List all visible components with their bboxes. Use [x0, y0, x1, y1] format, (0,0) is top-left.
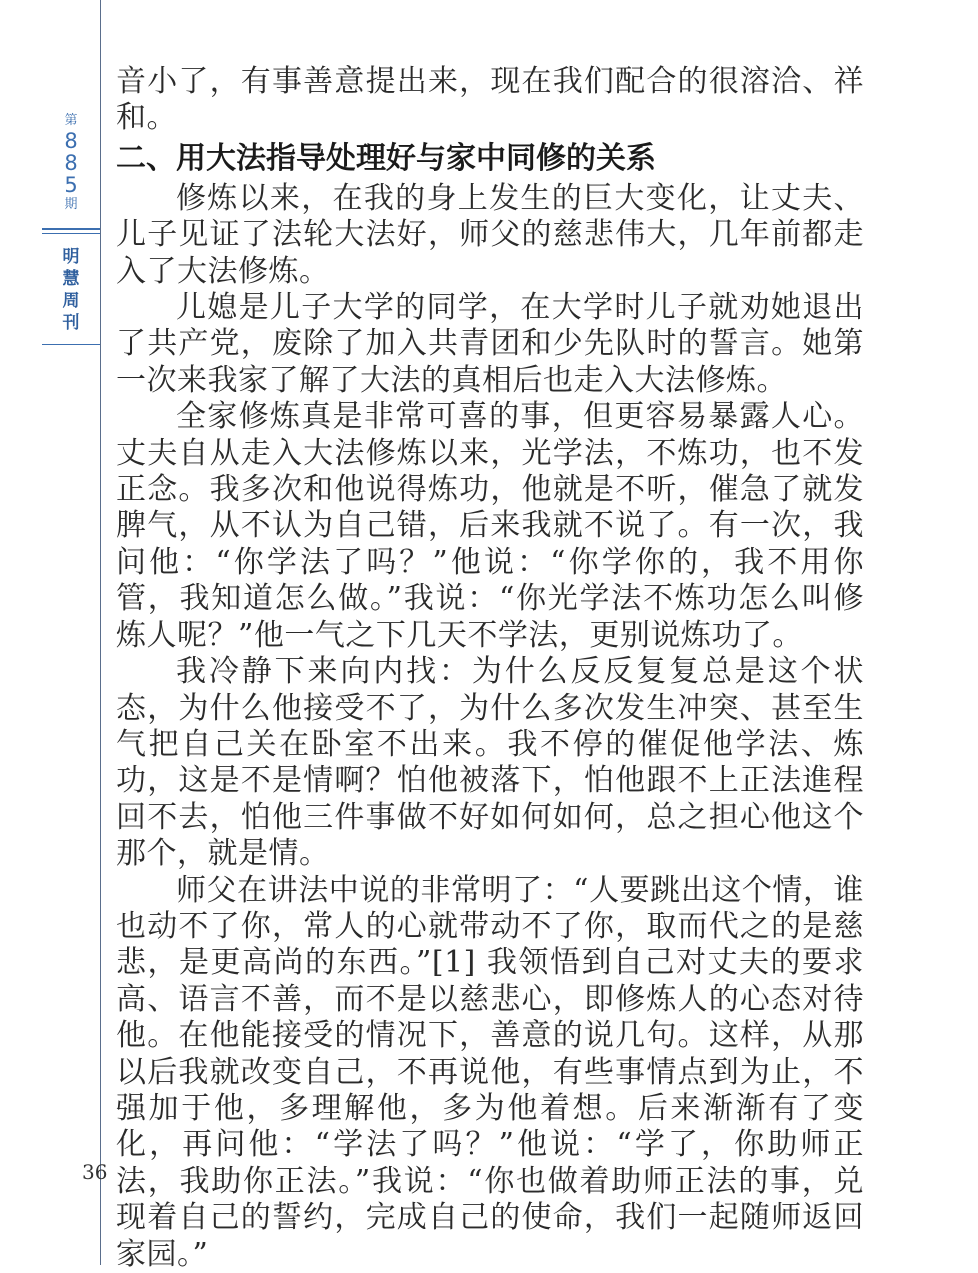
sidebar-divider: [42, 233, 100, 234]
publication-char: 刊: [62, 313, 80, 333]
paragraph: 修炼以来，在我的身上发生的巨大变化，让丈夫、儿子见证了法轮大法好，师父的慈悲伟大，几年前都走入了大法修炼。: [116, 180, 864, 289]
issue-digit: 5: [64, 173, 78, 197]
issue-prefix: 第: [64, 113, 78, 128]
paragraph: 全家修炼真是非常可喜的事，但更容易暴露人心。丈夫自从走入大法修炼以来，光学法，不炼功，也不发正念。我多次和他说得炼功，他就是不听，催急了就发脾气，从不认为自己错，后来我就不说了。有一次，我问他：“你学法了吗？”他说：“你学你的，我不用你管，我知道怎么做。”我说：“你光学法不炼功怎么叫修炼人呢？”他一气之下几天不学法，更别说炼功了。: [116, 399, 864, 653]
sidebar: [42, 0, 100, 346]
issue-digit: 8: [64, 151, 78, 175]
issue-suffix: 期: [64, 197, 78, 212]
publication-char: 周: [62, 291, 80, 311]
section-heading: 二、用大法指导处理好与家中同修的关系: [116, 140, 656, 176]
paragraph: 师父在讲法中说的非常明了：“人要跳出这个情，谁也动不了你，常人的心就带动不了你，取而代之的是慈悲，是更高尚的东西。”[1] 我领悟到自己对丈夫的要求高、语言不善，而不是以慈悲心，即修炼人的心态对待他。在他能接受的情况下，善意的说几句。这样，从那以后我就改变自己，不再说他，有些事情点到为止，不强加于他，多理解他，多为他着想。后来渐渐有了变化，再问他：“学法了吗？”他说：“学了，你助师正法，我助你正法。”我说：“你也做着助师正法的事，兑现着自己的誓约，完成自己的使命，我们一起随师返回家园。”: [116, 872, 864, 1272]
paragraph: 儿媳是儿子大学的同学，在大学时儿子就劝她退出了共产党，废除了加入共青团和少先队时的誓言。她第一次来我家了解了大法的真相后也走入大法修炼。: [116, 290, 864, 398]
lead-in-text: 音小了，有事善意提出来，现在我们配合的很溶洽、祥和。: [116, 64, 864, 136]
publication-name: [42, 246, 100, 334]
article-body: [116, 64, 864, 1273]
margin-rule: [100, 0, 101, 1265]
sidebar-divider: [42, 344, 100, 345]
publication-char: 明: [62, 247, 80, 267]
page-number: 36: [82, 1160, 108, 1184]
issue-number: [42, 112, 100, 214]
publication-char: 慧: [62, 269, 80, 289]
paragraph: 我冷静下来向内找：为什么反反复复总是这个状态，为什么他接受不了，为什么多次发生冲突、甚至生气把自己关在卧室不出来。我不停的催促他学法、炼功，这是不是情啊？怕他被落下，怕他跟不上正法進程回不去，怕他三件事做不好如何如何，总之担心他这个那个，就是情。: [116, 654, 864, 872]
sidebar-divider: [42, 228, 100, 230]
issue-digit: 8: [64, 129, 78, 153]
